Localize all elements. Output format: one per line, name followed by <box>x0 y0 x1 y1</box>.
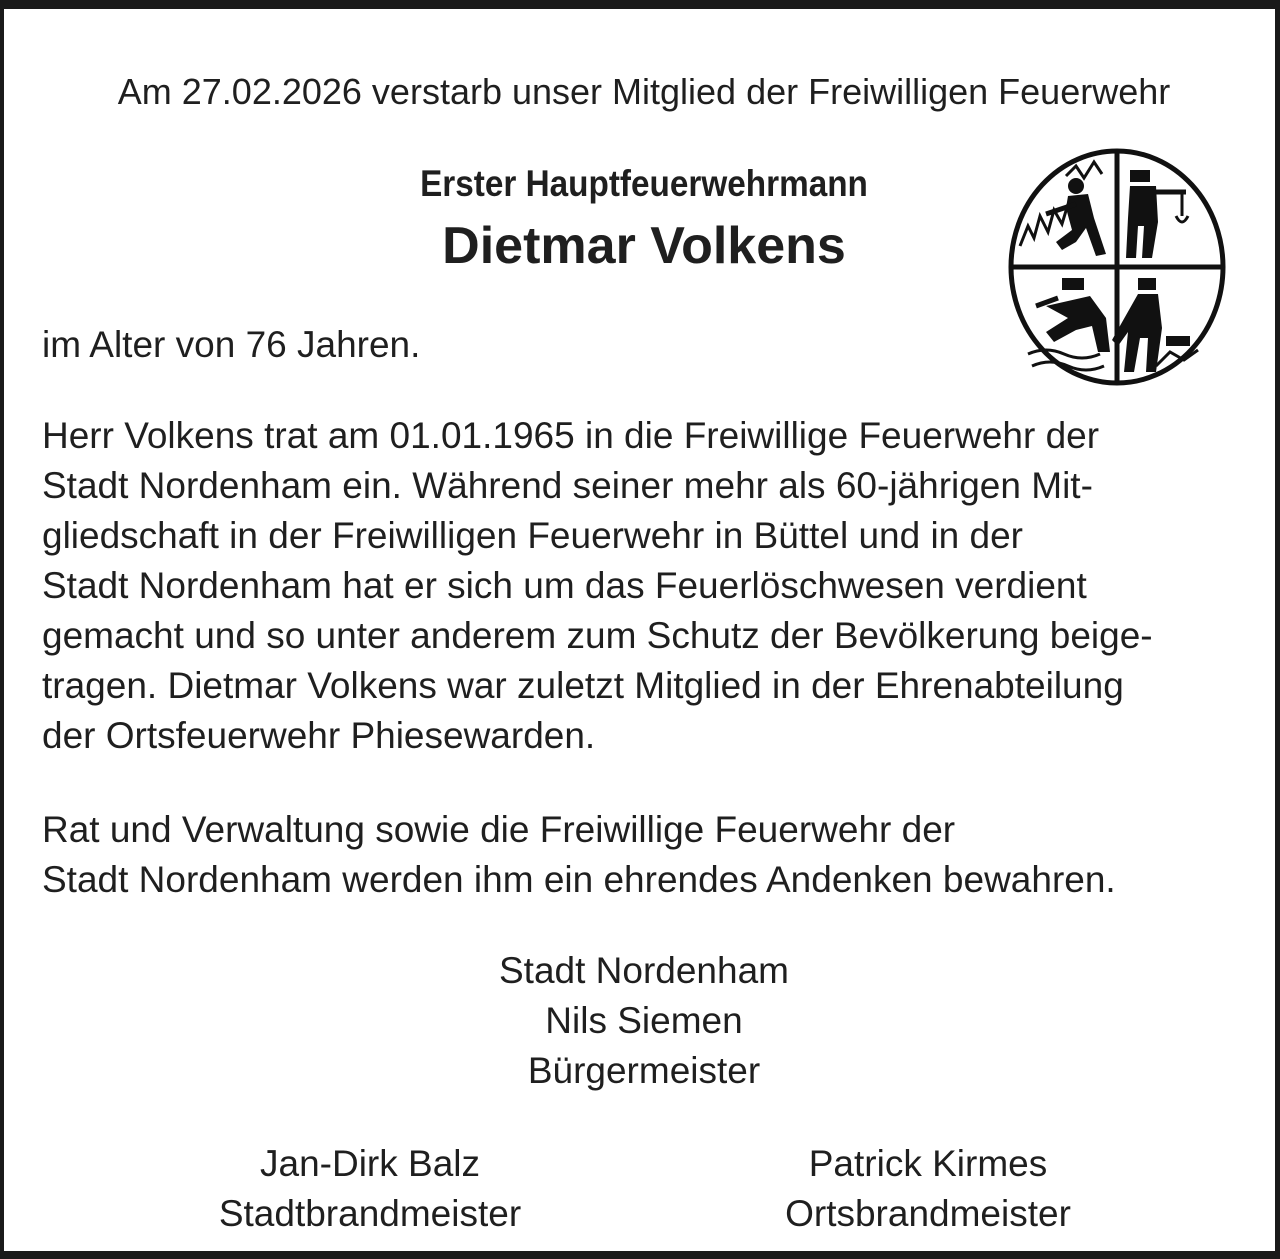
biography-line: tragen. Dietmar Volkens war zuletzt Mitglied in der Ehrenabteilung <box>42 665 1124 706</box>
signature-mayor-name: Nils Siemen <box>545 1000 743 1041</box>
closing-line: Stadt Nordenham werden ihm ein ehrendes Andenken bewahren. <box>42 859 1116 900</box>
signature-right-title: Ortsbrandmeister <box>785 1193 1071 1234</box>
biography-line: Herr Volkens trat am 01.01.1965 in die Freiwillige Feuerwehr der <box>42 415 1100 456</box>
biography-line: der Ortsfeuerwehr Phiesewarden. <box>42 715 596 756</box>
notice-intro: Am 27.02.2026 verstarb unser Mitglied der Freiwilligen Feuerwehr <box>117 71 1171 112</box>
fire-brigade-emblem-icon <box>1006 146 1228 388</box>
closing-line: Rat und Verwaltung sowie die Freiwillige Feuerwehr der <box>42 809 956 850</box>
deceased-age: im Alter von 76 Jahren. <box>42 324 421 365</box>
deceased-rank: Erster Hauptfeuerwehrmann <box>420 163 868 204</box>
deceased-name: Dietmar Volkens <box>442 217 846 275</box>
signature-organization: Stadt Nordenham <box>498 950 789 991</box>
signature-left-name: Jan-Dirk Balz <box>260 1143 480 1184</box>
biography-line: gemacht und so unter anderem zum Schutz der Bevölkerung beige- <box>42 615 1153 656</box>
biography-line: Stadt Nordenham hat er sich um das Feuerlöschwesen verdient <box>42 565 1087 606</box>
biography-line: Stadt Nordenham ein. Während seiner mehr als 60-jährigen Mit- <box>42 465 1093 506</box>
signature-right-name: Patrick Kirmes <box>808 1143 1048 1184</box>
signature-mayor-title: Bürgermeister <box>527 1050 761 1091</box>
signature-left-title: Stadtbrandmeister <box>218 1193 522 1234</box>
biography-line: gliedschaft in der Freiwilligen Feuerwehr in Büttel und in der <box>42 515 1024 556</box>
